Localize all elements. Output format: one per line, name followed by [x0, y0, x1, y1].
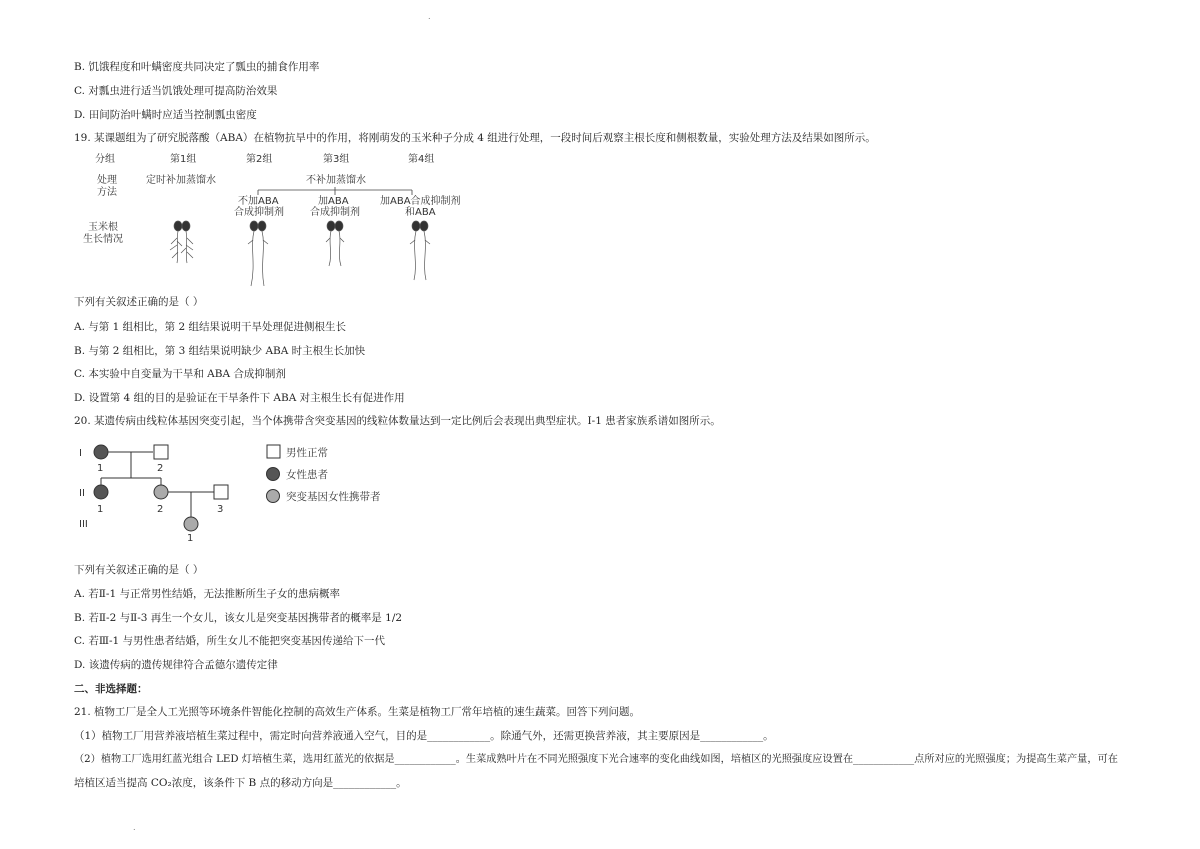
- ii1-number: 1: [97, 504, 104, 515]
- q19-stem: 19. 某课题组为了研究脱落酸（ABA）在植物抗旱中的作用，将刚萌发的玉米种子分成 4 组进行处理，一段时间后观察主根长度和侧根数量，实验处理方法及结果如图所示。: [74, 132, 876, 144]
- fig-t4-line2: 和ABA: [405, 207, 436, 218]
- i1-affected-female: [94, 445, 108, 459]
- ii2-carrier-female: [154, 485, 168, 499]
- gen-label-ii: II: [79, 488, 85, 499]
- fig-row-header: 分组: [95, 154, 115, 165]
- fig-growth-label-2: 生长情况: [83, 234, 123, 245]
- fig-t2-line1: 不加ABA: [238, 196, 279, 207]
- q19-option-d: D. 设置第 4 组的目的是验证在干旱条件下 ABA 对主根生长有促进作用: [74, 392, 405, 404]
- i2-normal-male: [154, 445, 168, 459]
- fig-group1-treatment: 定时补加蒸馏水: [146, 175, 216, 186]
- q19-prompt: 下列有关叙述正确的是（ ）: [74, 296, 204, 308]
- q20-option-c: C. 若Ⅲ-1 与男性患者结婚，所生女儿不能把突变基因传递给下一代: [74, 635, 386, 647]
- i1-number: 1: [97, 463, 104, 474]
- q19-option-b: B. 与第 2 组相比，第 3 组结果说明缺少 ABA 时主根生长加快: [74, 345, 366, 357]
- gen-label-i: I: [79, 448, 82, 459]
- section-2-heading: 二、非选择题：: [74, 683, 148, 695]
- fig-method-label-1: 处理: [97, 175, 117, 186]
- q21-part-2: （2）植物工厂选用红蓝光组合 LED 灯培植生菜，选用红蓝光的依据是____________。生菜成熟叶片在不同光照强度下光合速率的变化曲线如图，培植区的光照强度应设置在____________点所对应的光照强度；为提高生菜产量，可在: [74, 754, 1118, 765]
- ii2-number: 2: [157, 504, 164, 515]
- ii3-normal-male: [214, 485, 228, 499]
- q19-figure: [78, 148, 488, 290]
- q20-stem: 20. 某遗传病由线粒体基因突变引起，当个体携带含突变基因的线粒体数量达到一定比例后会表现出典型症状。Ⅰ-1 患者家族系谱如图所示。: [74, 415, 721, 427]
- q21-part-1: （1）植物工厂用营养液培植生菜过程中，需定时向营养液通入空气，目的是____________。除通气外，还需更换营养液，其主要原因是____________。: [74, 730, 774, 742]
- fig-roots-group3: [326, 221, 344, 266]
- q19-option-a: A. 与第 1 组相比，第 2 组结果说明干旱处理促进侧根生长: [74, 321, 346, 333]
- fig-roots-group2: [248, 221, 268, 286]
- q20-prompt: 下列有关叙述正确的是（ ）: [74, 564, 204, 576]
- q18-option-b: B. 饥饿程度和叶螨密度共同决定了瓢虫的捕食作用率: [74, 61, 320, 73]
- legend-carrier-female-circle: [267, 490, 280, 503]
- fig-group-2: 第2组: [246, 154, 273, 165]
- q18-option-c: C. 对瓢虫进行适当饥饿处理可提高防治效果: [74, 85, 278, 97]
- i2-number: 2: [157, 463, 164, 474]
- legend-affected-female-circle: [267, 468, 280, 481]
- legend-normal-male-square: [267, 445, 280, 458]
- fig-t2-line2: 合成抑制剂: [234, 207, 284, 218]
- iii1-number: 1: [187, 533, 194, 544]
- legend-affected-female: 女性患者: [286, 469, 328, 481]
- fig-no-water: 不补加蒸馏水: [306, 175, 366, 186]
- q20-option-d: D. 该遗传病的遗传规律符合孟德尔遗传定律: [74, 659, 278, 671]
- header-dot: .: [428, 12, 431, 21]
- q20-option-b: B. 若Ⅱ-2 与Ⅱ-3 再生一个女儿，该女儿是突变基因携带者的概率是 1/2: [74, 612, 403, 624]
- fig-group-4: 第4组: [408, 154, 435, 165]
- q20-option-a: A. 若Ⅱ-1 与正常男性结婚，无法推断所生子女的患病概率: [74, 588, 340, 600]
- q19-option-c: C. 本实验中自变量为干旱和 ABA 合成抑制剂: [74, 368, 286, 380]
- fig-group-1: 第1组: [170, 154, 197, 165]
- gen-label-iii: III: [79, 519, 88, 530]
- fig-bracket: [258, 187, 412, 195]
- fig-roots-group4: [410, 221, 430, 280]
- footer-dot: .: [133, 823, 136, 832]
- fig-t3-line1: 加ABA: [318, 196, 349, 207]
- fig-growth-label-1: 玉米根: [88, 222, 118, 233]
- fig-roots-group1: [170, 221, 193, 263]
- fig-method-label-2: 方法: [97, 187, 117, 198]
- q21-part-2-cont: 培植区适当提高 CO₂浓度，该条件下 B 点的移动方向是____________。: [74, 777, 407, 789]
- iii1-carrier-female: [184, 517, 198, 531]
- legend-carrier-female: 突变基因女性携带者: [286, 491, 381, 503]
- q21-stem: 21. 植物工厂是全人工光照等环境条件智能化控制的高效生产体系。生菜是植物工厂常年培植的速生蔬菜。回答下列问题。: [74, 706, 641, 718]
- ii3-number: 3: [217, 504, 224, 515]
- fig-t4-line1: 加ABA合成抑制剂: [380, 196, 461, 207]
- legend-normal-male: 男性正常: [286, 447, 328, 459]
- q20-pedigree: [76, 438, 396, 546]
- fig-t3-line2: 合成抑制剂: [310, 207, 360, 218]
- q18-option-d: D. 田间防治叶螨时应适当控制瓢虫密度: [74, 109, 257, 121]
- ii1-affected-female: [94, 485, 108, 499]
- fig-group-3: 第3组: [323, 154, 350, 165]
